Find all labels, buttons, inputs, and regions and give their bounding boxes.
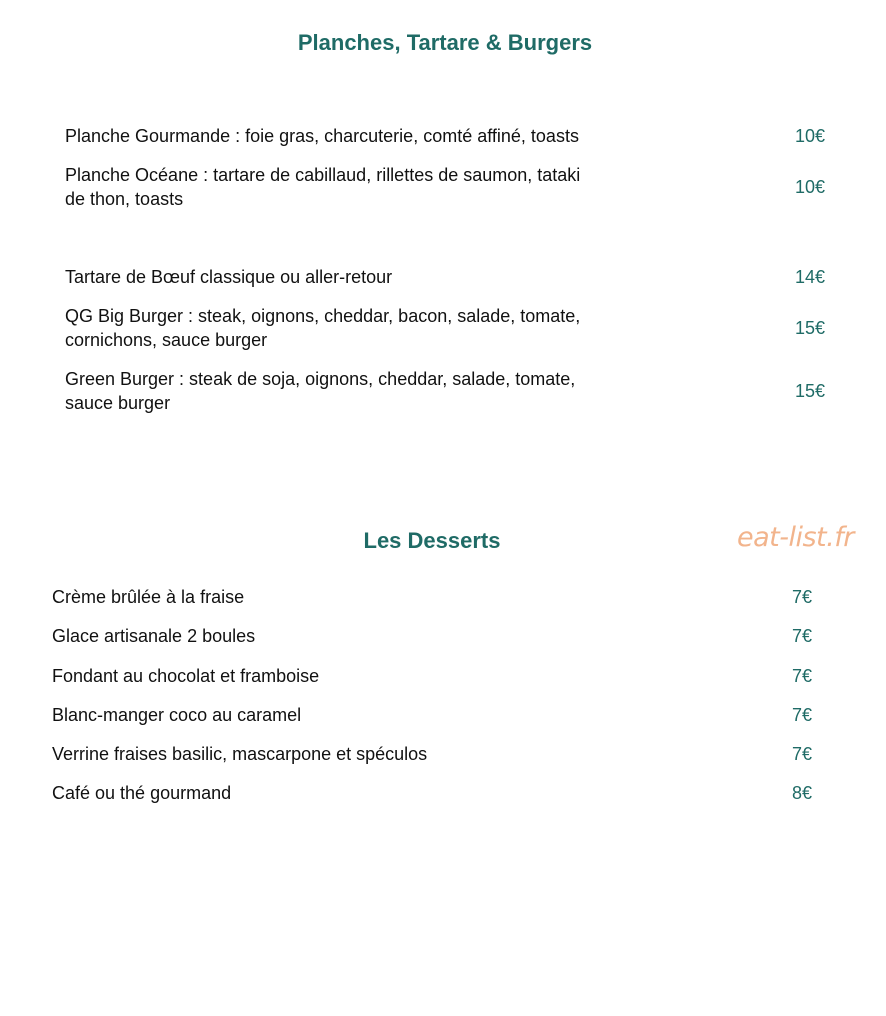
menu-item-price: 10€ (794, 126, 825, 146)
menu-item-price: 15€ (794, 318, 825, 338)
menu-item-price: 8€ (791, 783, 812, 803)
menu-item-price: 10€ (794, 177, 825, 197)
menu-item-price: 14€ (794, 267, 825, 287)
menu-item-name: Verrine fraises basilic, mascarpone et spéculos (52, 744, 428, 764)
section-title-desserts: Les Desserts (363, 528, 501, 553)
menu-item-price: 7€ (791, 626, 812, 646)
menu-item-name: Planche Gourmande : foie gras, charcuterie, comté affiné, toasts (65, 126, 579, 146)
menu-item (52, 703, 812, 727)
menu-item (52, 585, 812, 609)
menu-item-name: Glace artisanale 2 boules (52, 626, 256, 646)
menu-item-name: Blanc-manger coco au caramel (52, 705, 302, 725)
menu-item-name: Tartare de Bœuf classique ou aller-retour (65, 267, 393, 287)
menu-item (52, 664, 812, 688)
menu-item (52, 742, 812, 766)
menu-item-name: Café ou thé gourmand (52, 783, 232, 803)
menu-item-name: Planche Océane : tartare de cabillaud, rillettes de saumon, tataki de thon, toasts (65, 165, 581, 209)
menu-item-price: 7€ (791, 666, 812, 686)
menu-item (52, 781, 812, 805)
menu-item-price: 7€ (791, 705, 812, 725)
menu-item-name: QG Big Burger : steak, oignons, cheddar, bacon, salade, tomate, cornichons, sauce burger (65, 306, 581, 350)
menu-item (52, 624, 812, 648)
menu-item-price: 15€ (794, 381, 825, 401)
menu-item-name: Green Burger : steak de soja, oignons, cheddar, salade, tomate, sauce burger (65, 369, 576, 413)
menu-item-name: Crème brûlée à la fraise (52, 587, 245, 607)
menu-item-price: 7€ (791, 587, 812, 607)
section-title-planches: Planches, Tartare & Burgers (297, 30, 593, 55)
menu-item-name: Fondant au chocolat et framboise (52, 666, 320, 686)
menu-item-price: 7€ (791, 744, 812, 764)
watermark-logo: eat-list.fr (737, 522, 854, 553)
